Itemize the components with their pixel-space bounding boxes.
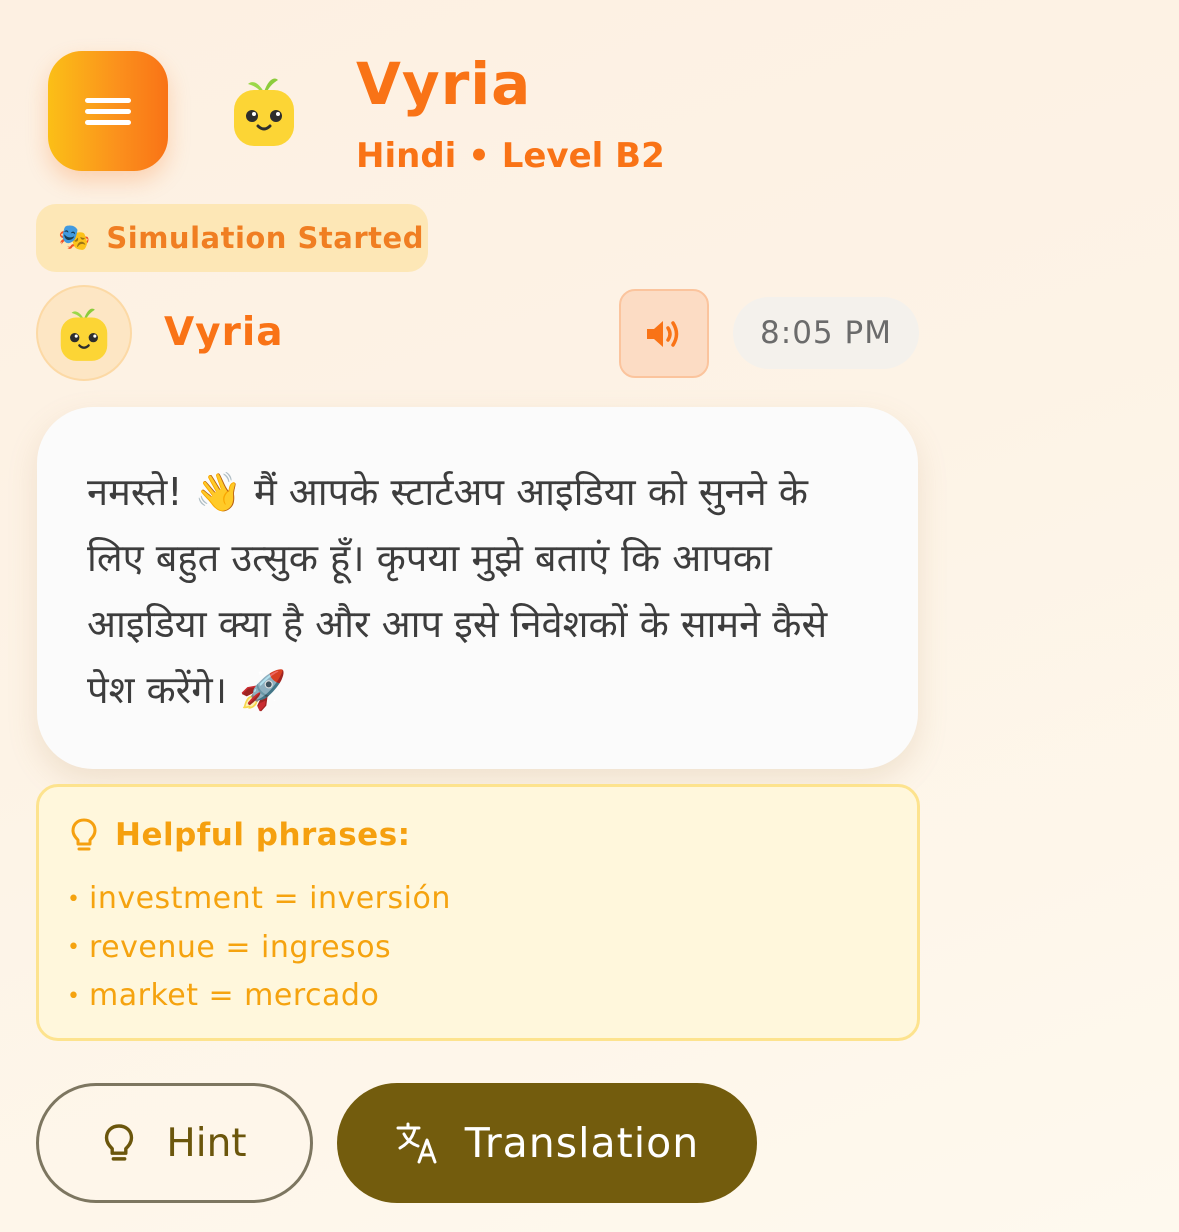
language-level: Hindi • Level B2 bbox=[356, 136, 665, 176]
list-item: • revenue = ingresos bbox=[67, 929, 392, 965]
message-text: नमस्ते! 👋 मैं आपके स्टार्टअप आइडिया को सुनने के लिए बहुत उत्सुक हूँ। कृपया मुझे बताएं कि आपका आइडिया क्या है और आप इसे निवेशकों के सामने कैसे पेश करेंगे। 🚀 bbox=[87, 470, 828, 712]
mascot-icon bbox=[56, 302, 112, 364]
mascot-icon bbox=[228, 70, 300, 150]
simulation-status-label: Simulation Started bbox=[106, 221, 424, 255]
lightbulb-icon bbox=[69, 817, 99, 853]
app-title: Vyria bbox=[356, 50, 532, 118]
avatar bbox=[36, 285, 132, 381]
theater-masks-icon: 🎭 bbox=[58, 223, 91, 253]
menu-button[interactable] bbox=[48, 51, 168, 171]
translation-label: Translation bbox=[464, 1119, 700, 1167]
list-item: • market = mercado bbox=[67, 978, 380, 1013]
hint-button[interactable] bbox=[36, 1083, 313, 1203]
speaker-icon bbox=[644, 317, 684, 351]
helpful-phrases-title: Helpful phrases: bbox=[115, 817, 411, 853]
message-timestamp: 8:05 PM bbox=[733, 297, 919, 369]
lightbulb-icon bbox=[102, 1122, 136, 1164]
play-audio-button[interactable] bbox=[619, 289, 709, 378]
hamburger-icon bbox=[85, 92, 131, 131]
list-item: • investment = inversión bbox=[67, 881, 451, 916]
message-bubble bbox=[37, 407, 918, 769]
translation-button[interactable] bbox=[337, 1083, 757, 1203]
sender-name: Vyria bbox=[164, 310, 284, 355]
helpful-phrases-header bbox=[69, 817, 411, 853]
helpful-phrases-card bbox=[36, 784, 920, 1041]
simulation-status-badge bbox=[36, 204, 428, 272]
hint-label: Hint bbox=[166, 1120, 247, 1166]
translate-icon bbox=[395, 1120, 441, 1166]
phrase-list bbox=[67, 875, 451, 1021]
